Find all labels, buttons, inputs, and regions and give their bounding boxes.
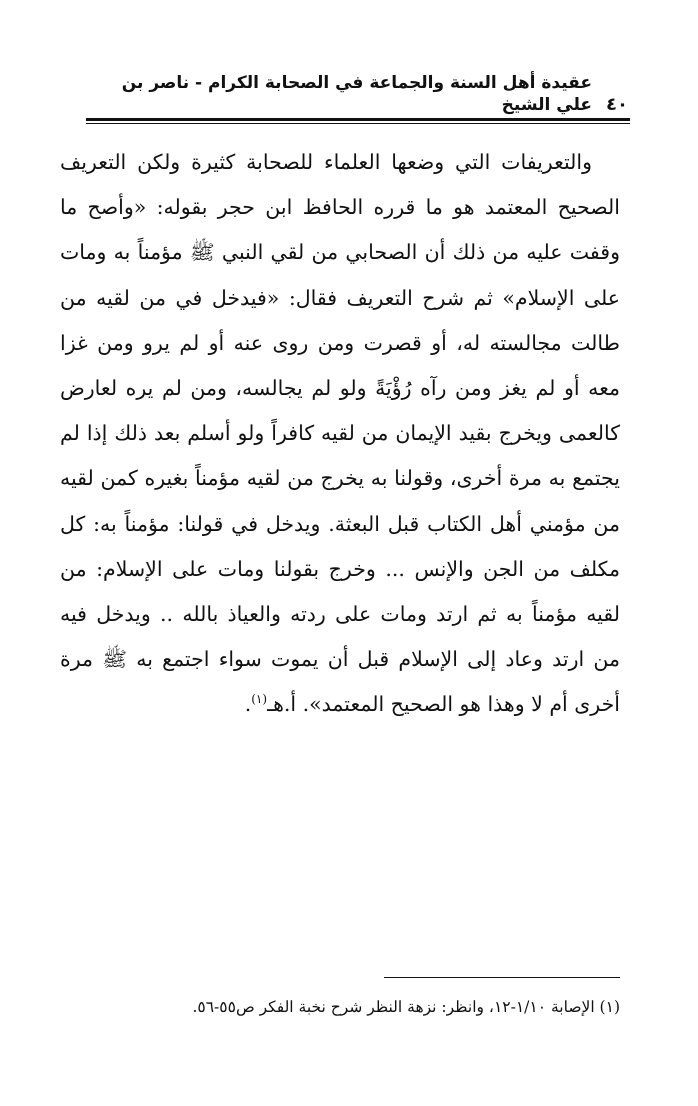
running-header <box>88 73 628 116</box>
running-title: عقيدة أهل السنة والجماعة في الصحابة الكرام - ناصر بن علي الشيخ <box>121 73 593 115</box>
footnote-separator <box>384 977 620 978</box>
header-rule-thick <box>86 118 630 121</box>
header-rule-thin <box>86 123 630 124</box>
paragraph-text: والتعريفات التي وضعها العلماء للصحابة كثيرة ولكن التعريف الصحيح المعتمد هو ما قرره الحافظ ابن حجر بقوله: «وأصح ما وقفت عليه من ذلك أن الصحابي من لقي النبي ﷺ مؤمناً به ومات على الإسلام» ثم شرح التعريف فقال: «فيدخل في من لقيه من طالت مجالسته له، أو قصرت ومن روى عنه أو لم يرو ومن غزا معه أو لم يغز ومن رآه رُؤْيَةً ولو لم يجالسه، ومن لم يره لعارض كالعمى ويخرج بقيد الإيمان من لقيه كافراً ولو أسلم بعد ذلك إذا لم يجتمع به مرة أخرى، وقولنا به يخرج من لقيه مؤمناً بغيره كمن لقيه من مؤمني أهل الكتاب قبل البعثة. ويدخل في قولنا: مؤمناً به: كل مكلف من الجن والإنس ... وخرج بقولنا ومات على الإسلام: من لقيه مؤمناً به ثم ارتد ومات على ردته والعياذ بالله .. ويدخل فيه من ارتد وعاد إلى الإسلام قبل أن يموت سواء اجتمع به ﷺ مرة أخرى أم لا وهذا هو الصحيح المعتمد». أ.هـ <box>60 150 620 717</box>
footnote <box>60 994 620 1020</box>
page-number: ٤٠ <box>606 94 628 115</box>
footnote-reference: (١) <box>251 692 268 707</box>
body-paragraph <box>60 140 620 728</box>
end-punctuation: . <box>244 692 252 717</box>
footnote-text: (١) الإصابة ١/١٠-١٢، وانظر: نزهة النظر شرح نخبة الفكر ص٥٥-٥٦. <box>192 998 620 1016</box>
main-text <box>60 140 620 728</box>
